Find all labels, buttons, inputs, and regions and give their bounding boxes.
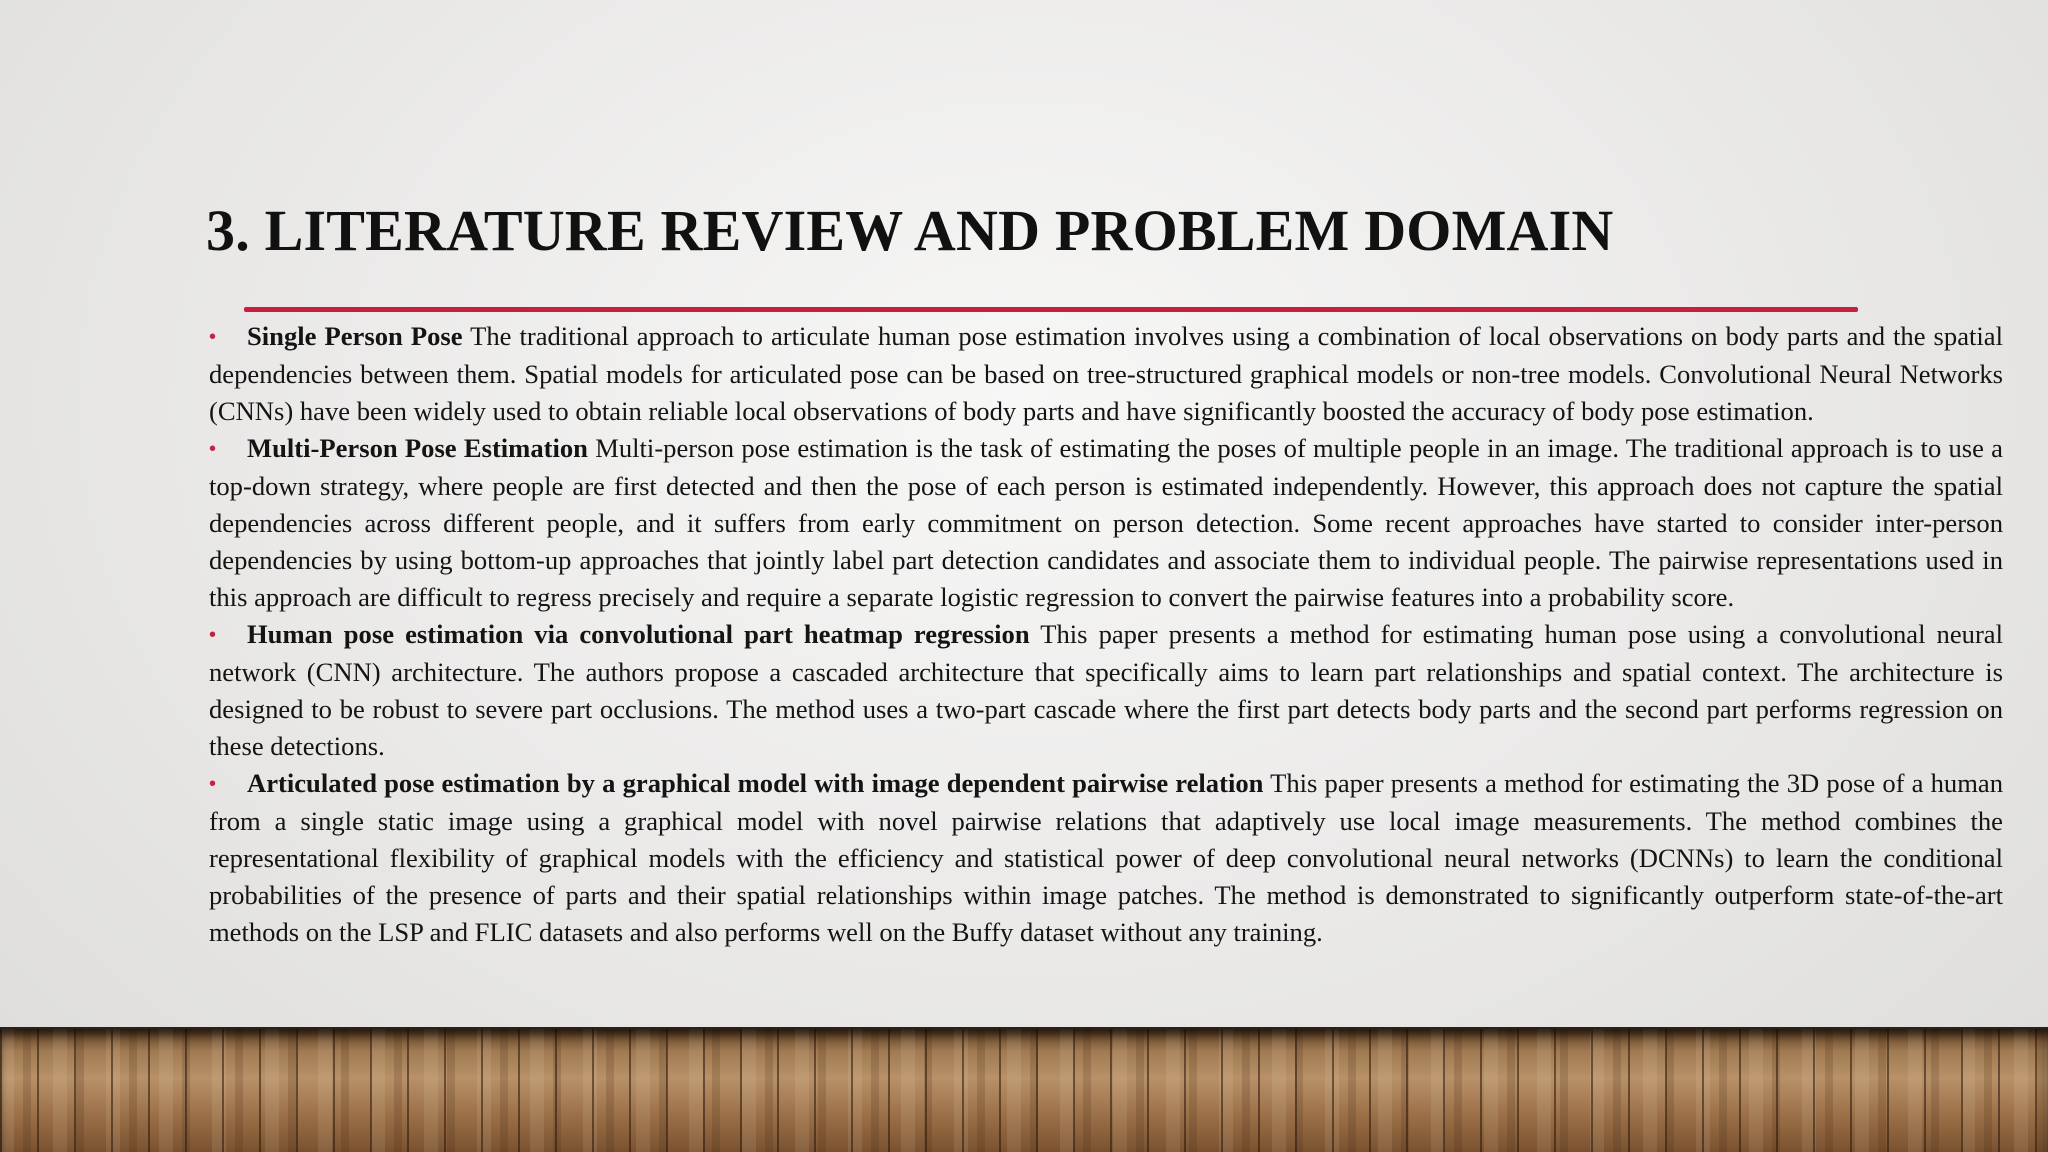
wood-floor-decoration (0, 1029, 2048, 1152)
bullet-icon: • (209, 773, 217, 795)
bullet-list (209, 318, 2003, 951)
bullet-item-graphical-model (209, 765, 2003, 951)
bullet-icon: • (209, 624, 217, 646)
bullet-icon: • (209, 438, 217, 460)
bullet-item-multi-person-pose (209, 430, 2003, 616)
bullet-item-single-person-pose (209, 318, 2003, 430)
bullet-heading: Single Person Pose (247, 321, 463, 351)
bullet-icon: • (209, 326, 217, 348)
bullet-text: This paper presents a method for estimating the 3D pose of a human from a single static image using a graphical model with novel pairwise relations that adaptively use local image measurements. The method combines the representational flexibility of graphical models with the efficiency and statistical power of deep convolutional neural networks (DCNNs) to learn the conditional probabilities of the presence of parts and their spatial relationships within image patches. The method is demonstrated to significantly outperform state-of-the-art methods on the LSP and FLIC datasets and also performs well on the Buffy dataset without any training. (209, 768, 2003, 947)
bullet-heading: Human pose estimation via convolutional part heatmap regression (247, 619, 1030, 649)
title-underline (244, 307, 1858, 312)
bullet-text: The traditional approach to articulate human pose estimation involves using a combination of local observations on body parts and the spatial dependencies between them. Spatial models for articulated pose can be based on tree-structured graphical models or non-tree models. Convolutional Neural Networks (CNNs) have been widely used to obtain reliable local observations of body parts and have significantly boosted the accuracy of body pose estimation. (209, 321, 2003, 426)
bullet-text: Multi-person pose estimation is the task of estimating the poses of multiple people in an image. The traditional approach is to use a top-down strategy, where people are first detected and then the pose of each person is estimated independently. However, this approach does not capture the spatial dependencies across different people, and it suffers from early commitment on person detection. Some recent approaches have started to consider inter-person dependencies by using bottom-up approaches that jointly label part detection candidates and associate them to individual people. The pairwise representations used in this approach are difficult to regress precisely and require a separate logistic regression to convert the pairwise features into a probability score. (209, 433, 2003, 612)
slide-title: 3. LITERATURE REVIEW AND PROBLEM DOMAIN (206, 198, 1614, 263)
bullet-heading: Articulated pose estimation by a graphical model with image dependent pairwise relation (247, 768, 1264, 798)
bullet-heading: Multi-Person Pose Estimation (247, 433, 588, 463)
bullet-text: This paper presents a method for estimating human pose using a convolutional neural network (CNN) architecture. The authors propose a cascaded architecture that specifically aims to learn part relationships and spatial context. The architecture is designed to be robust to severe part occlusions. The method uses a two-part cascade where the first part detects body parts and the second part performs regression on these detections. (209, 619, 2004, 761)
bullet-item-heatmap-regression (209, 616, 2003, 765)
